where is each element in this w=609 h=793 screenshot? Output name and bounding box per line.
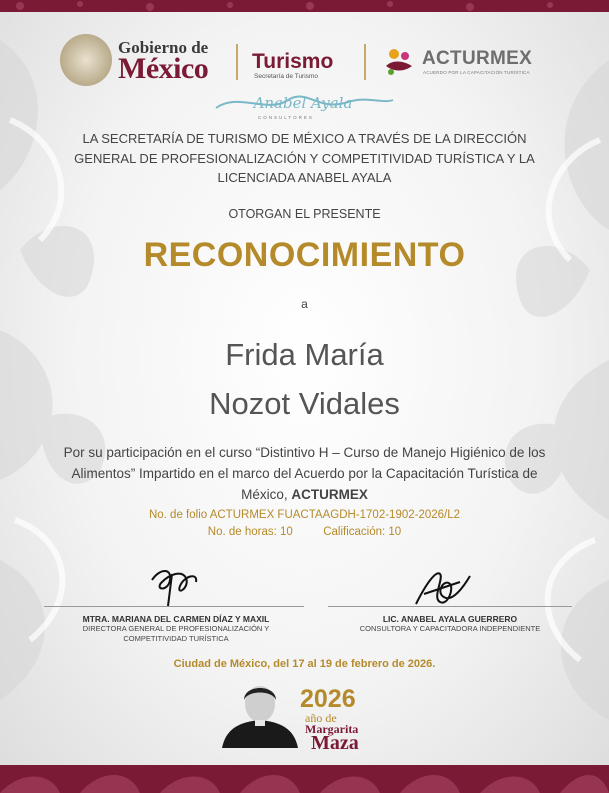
acturmex-label: ACTURMEX xyxy=(422,48,533,69)
top-decorative-band xyxy=(0,0,609,12)
turismo-sub-label: Secretaría de Turismo xyxy=(254,73,318,80)
signature-line-left xyxy=(44,606,304,607)
signature-left-icon xyxy=(146,560,206,610)
signatory-left-name: MTRA. MARIANA DEL CARMEN DÍAZ Y MAXIL xyxy=(82,614,270,624)
national-seal-icon xyxy=(60,34,112,86)
gobierno-label: Gobierno de xyxy=(118,38,209,57)
signatory-left xyxy=(44,614,308,643)
signature-line-right xyxy=(328,606,572,607)
issue-date: Ciudad de México, del 17 al 19 de febrero de 2026. xyxy=(173,658,436,670)
header-divider xyxy=(236,44,238,80)
year-emblem-year: 2026 xyxy=(300,685,356,713)
year-emblem-line1: año de xyxy=(305,711,337,725)
recipient-last-name: Nozot Vidales xyxy=(209,386,400,421)
acturmex-logo-icon xyxy=(382,44,416,78)
score-label: Calificación: 10 xyxy=(323,526,402,538)
bottom-decorative-band xyxy=(0,765,609,793)
hours-label: No. de horas: 10 xyxy=(207,526,293,538)
acturmex-sub-label: ACUERDO POR LA CAPACITACIÓN TURÍSTICA xyxy=(423,70,530,75)
signatory-left-role-2: COMPETITIVIDAD TURÍSTICA xyxy=(123,633,229,643)
certificate-title: RECONOCIMIENTO xyxy=(143,236,466,274)
otorgan-label: OTORGAN EL PRESENTE xyxy=(228,207,381,221)
signatory-right-role: CONSULTORA Y CAPACITADORA INDEPENDIENTE xyxy=(359,624,541,633)
header-divider xyxy=(364,44,366,80)
consultora-script-text: Anabel Ayala xyxy=(253,94,353,112)
hours-score-row xyxy=(0,526,609,538)
year-emblem-line2: Margarita xyxy=(305,722,359,736)
signatory-right xyxy=(318,614,582,634)
margarita-maza-portrait xyxy=(222,676,298,748)
folio-number: No. de folio ACTURMEX FUACTAAGDH-1702-1902-2026/L2 xyxy=(148,509,461,521)
issuer-statement: LA SECRETARÍA DE TURISMO DE MÉXICO A TRAVÉS DE LA DIRECCIÓN GENERAL DE PROFESIONALIZACIÓN Y COMPETITIVIDAD TURÍSTICA Y LA LICENCIADA ANABEL AYALA xyxy=(74,131,535,185)
signatory-left-role-1: DIRECTORA GENERAL DE PROFESIONALIZACIÓN Y xyxy=(82,624,270,633)
consultora-label: CONSULTORES xyxy=(258,115,314,120)
turismo-label: Turismo xyxy=(252,50,334,73)
to-label: a xyxy=(301,297,308,311)
signatory-right-name: LIC. ANABEL AYALA GUERRERO xyxy=(382,614,518,624)
course-description-bold: ACTURMEX xyxy=(291,487,368,502)
course-description xyxy=(60,442,549,505)
mexico-label: México xyxy=(118,52,209,85)
course-description-text: Por su participación en el curso “Distintivo H – Curso de Manejo Higiénico de los Alimentos” Impartido en el marco del Acuerdo por la Capacitación Turística de México, xyxy=(63,445,546,502)
recipient-first-name: Frida María xyxy=(225,337,384,372)
year-emblem-line3: Maza xyxy=(311,732,359,754)
